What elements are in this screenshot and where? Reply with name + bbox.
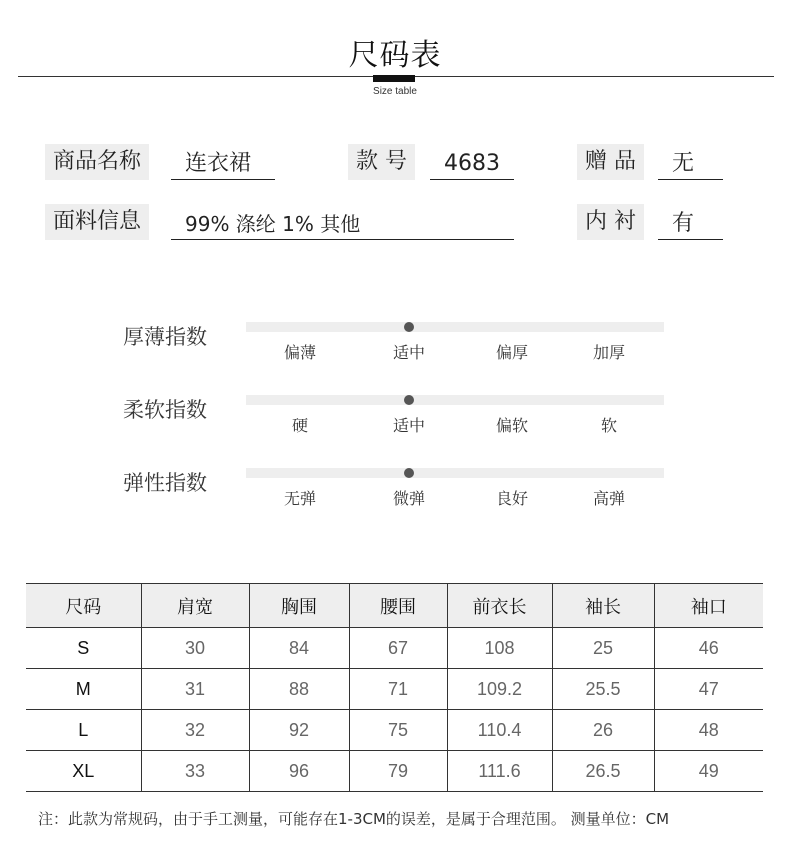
header-waist: 腰围 xyxy=(349,584,447,628)
page-title: 尺码表 xyxy=(348,38,442,73)
cell-front-length: 110.4 xyxy=(447,710,552,751)
cell-waist: 71 xyxy=(349,669,447,710)
elasticity-index-label: 弹性指数 xyxy=(123,471,207,495)
page-subtitle: Size table xyxy=(373,86,417,97)
cell-size: M xyxy=(26,669,141,710)
size-table-header xyxy=(26,584,763,628)
cell-waist: 67 xyxy=(349,628,447,669)
table-row xyxy=(26,710,763,751)
measurement-note: 注：此款为常规码，由于手工测量，可能存在1-3CM的误差，是属于合理范围。 测量单位：CM xyxy=(38,810,670,828)
header-cuff: 袖口 xyxy=(654,584,763,628)
softness-option: 适中 xyxy=(392,416,425,435)
cell-cuff: 49 xyxy=(654,751,763,792)
cell-chest: 84 xyxy=(249,628,349,669)
style-number-label: 款 号 xyxy=(348,144,415,180)
header-chest: 胸围 xyxy=(249,584,349,628)
cell-sleeve-length: 25.5 xyxy=(552,669,654,710)
style-number-value: 4683 xyxy=(430,144,514,180)
cell-shoulder: 33 xyxy=(141,751,249,792)
cell-shoulder: 30 xyxy=(141,628,249,669)
thickness-index-label: 厚薄指数 xyxy=(123,325,207,349)
title-divider-accent xyxy=(373,75,415,82)
product-name-value: 连衣裙 xyxy=(171,144,275,180)
cell-shoulder: 32 xyxy=(141,710,249,751)
lining-label: 内 衬 xyxy=(577,204,644,240)
table-row xyxy=(26,628,763,669)
softness-option: 硬 xyxy=(291,416,308,435)
table-row xyxy=(26,669,763,710)
cell-cuff: 47 xyxy=(654,669,763,710)
cell-chest: 88 xyxy=(249,669,349,710)
product-name-label: 商品名称 xyxy=(45,144,149,180)
softness-index-bar xyxy=(246,395,664,405)
thickness-option: 加厚 xyxy=(592,343,625,362)
header-front-length: 前衣长 xyxy=(447,584,552,628)
softness-option: 软 xyxy=(600,416,617,435)
thickness-option: 适中 xyxy=(392,343,425,362)
lining-value: 有 xyxy=(658,204,723,240)
cell-front-length: 108 xyxy=(447,628,552,669)
cell-sleeve-length: 26 xyxy=(552,710,654,751)
elasticity-option: 高弹 xyxy=(592,489,625,508)
cell-front-length: 109.2 xyxy=(447,669,552,710)
cell-size: L xyxy=(26,710,141,751)
softness-index-marker xyxy=(404,395,414,405)
cell-waist: 79 xyxy=(349,751,447,792)
softness-option: 偏软 xyxy=(495,416,528,435)
cell-cuff: 48 xyxy=(654,710,763,751)
thickness-index-marker xyxy=(404,322,414,332)
cell-waist: 75 xyxy=(349,710,447,751)
elasticity-index-marker xyxy=(404,468,414,478)
table-row xyxy=(26,751,763,792)
elasticity-option: 无弹 xyxy=(283,489,316,508)
header-size: 尺码 xyxy=(26,584,141,628)
elasticity-option: 良好 xyxy=(495,489,528,508)
fabric-label: 面料信息 xyxy=(45,204,149,240)
thickness-option: 偏薄 xyxy=(283,343,316,362)
cell-shoulder: 31 xyxy=(141,669,249,710)
elasticity-index-bar xyxy=(246,468,664,478)
elasticity-option: 微弹 xyxy=(392,489,425,508)
softness-index-label: 柔软指数 xyxy=(123,398,207,422)
thickness-index-bar xyxy=(246,322,664,332)
gift-label: 赠 品 xyxy=(577,144,644,180)
gift-value: 无 xyxy=(658,144,723,180)
size-table xyxy=(26,583,763,792)
cell-chest: 96 xyxy=(249,751,349,792)
cell-size: S xyxy=(26,628,141,669)
cell-sleeve-length: 26.5 xyxy=(552,751,654,792)
cell-cuff: 46 xyxy=(654,628,763,669)
header-sleeve-length: 袖长 xyxy=(552,584,654,628)
thickness-option: 偏厚 xyxy=(495,343,528,362)
cell-sleeve-length: 25 xyxy=(552,628,654,669)
header-shoulder: 肩宽 xyxy=(141,584,249,628)
cell-chest: 92 xyxy=(249,710,349,751)
cell-size: XL xyxy=(26,751,141,792)
cell-front-length: 111.6 xyxy=(447,751,552,792)
fabric-value: 99% 涤纶 1% 其他 xyxy=(171,204,514,240)
